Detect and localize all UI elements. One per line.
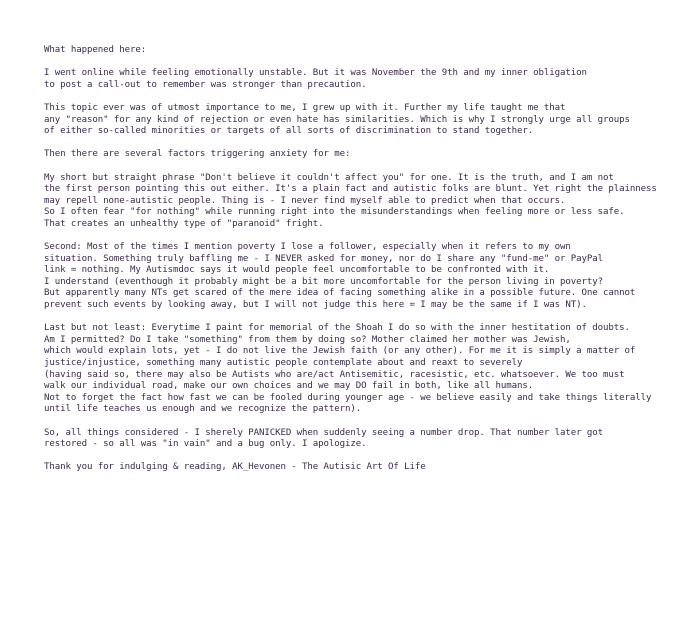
note-text-block (44, 45, 676, 486)
paragraph-line: (having said so, there may also be Autists who are/act Antisemitic, racesistic, etc. whatsoever. We too must (44, 369, 625, 380)
paragraph (44, 428, 676, 451)
paragraph-line: So, all things considered - I sherely PANICKED when suddenly seeing a number drop. That number later got (44, 427, 603, 438)
paragraph-line: justice/injustice, something many autistic people contemplate about and reaxt to severely (44, 358, 523, 369)
paragraph-line: which would explain lots, yet - I do not live the Jewish faith (or any other). For me it is simply a matter of (44, 346, 636, 357)
paragraph (44, 173, 676, 231)
paragraph-line: Second: Most of the times I mention poverty I lose a follower, especially when it refers to my own (44, 242, 571, 253)
paragraph-line: any "reason" for any kind of rejection or even hate has similarities. Which is why I strongly urge all groups (44, 114, 630, 125)
paragraph-line: Thank you for indulging & reading, AK_Hevonen - The Autisic Art Of Life (44, 462, 426, 473)
paragraph-line: I understand (eventhough it probably might be a bit more uncomfortable for the person living in poverty? (44, 276, 603, 287)
paragraph-line: Then there are several factors triggering anxiety for me: (44, 149, 351, 160)
paragraph-line: Not to forget the fact how fast we can be fooled during younger age - we believe easily and take things literally (44, 392, 652, 403)
paragraph-line: until life teaches us enough and we recognize the pattern). (44, 404, 362, 415)
paragraph-line: This topic ever was of utmost importance to me, I grew up with it. Further my life taught me that (44, 102, 566, 113)
paragraph-line: So I often fear "for nothing" while running right into the misunderstandings when feeling more or less safe. (44, 207, 625, 218)
paragraph-list (44, 68, 676, 474)
paragraph-line: I went online while feeling emotionally unstable. But it was November the 9th and my inner obligation (44, 68, 587, 79)
heading-line: What happened here: (44, 45, 147, 55)
paragraph-line: Am I permitted? Do I take "something" from them by doing so? Mother claimed her mother was Jewish, (44, 334, 571, 345)
note-heading (44, 45, 676, 57)
paragraph-line: to post a call-out to remember was stronger than precaution. (44, 79, 367, 90)
paragraph-line: situation. Something truly baffling me - I NEVER asked for money, nor do I share any "fund-me" or PayPal (44, 253, 603, 264)
paragraph (44, 323, 676, 416)
paragraph-line: Last but not least: Everytime I paint for memorial of the Shoah I do so with the inner hestitation of doubts. (44, 323, 630, 334)
paragraph-line: the first person pointing this out either. It's a plain fact and autistic folks are blunt. Yet right the plainness (44, 184, 657, 195)
paragraph-line: But apparently many NTs get scared of the mere idea of facing something alike in a possible future. One cannot (44, 288, 636, 299)
paragraph (44, 149, 676, 161)
paragraph (44, 462, 676, 474)
paragraph-line: of either so-called minorities or targets of all sorts of discrimination to stand together. (44, 126, 534, 137)
paragraph-line: My short but straight phrase "Don't believe it couldn't affect you" for one. It is the truth, and I am not (44, 172, 614, 183)
paragraph-line: may repell none-autistic people. Thing is - I never find myself able to predict when that occurs. (44, 195, 566, 206)
paragraph-line: link = nothing. My Autismdoc says it would people feel uncomfortable to be confronted with it. (44, 265, 550, 276)
paragraph-line: prevent such events by looking away, but I will not judge this here = I may be the same if I was NT). (44, 300, 587, 311)
paragraph (44, 242, 676, 312)
paragraph (44, 103, 676, 138)
paragraph-line: restored - so all was "in vain" and a bug only. I apologize. (44, 439, 367, 450)
paragraph (44, 68, 676, 91)
paragraph-line: That creates an unhealthy type of "paranoid" fright. (44, 218, 324, 229)
paragraph-line: walk our individual road, make our own choices and we may DO fail in both, like all humans. (44, 381, 534, 392)
